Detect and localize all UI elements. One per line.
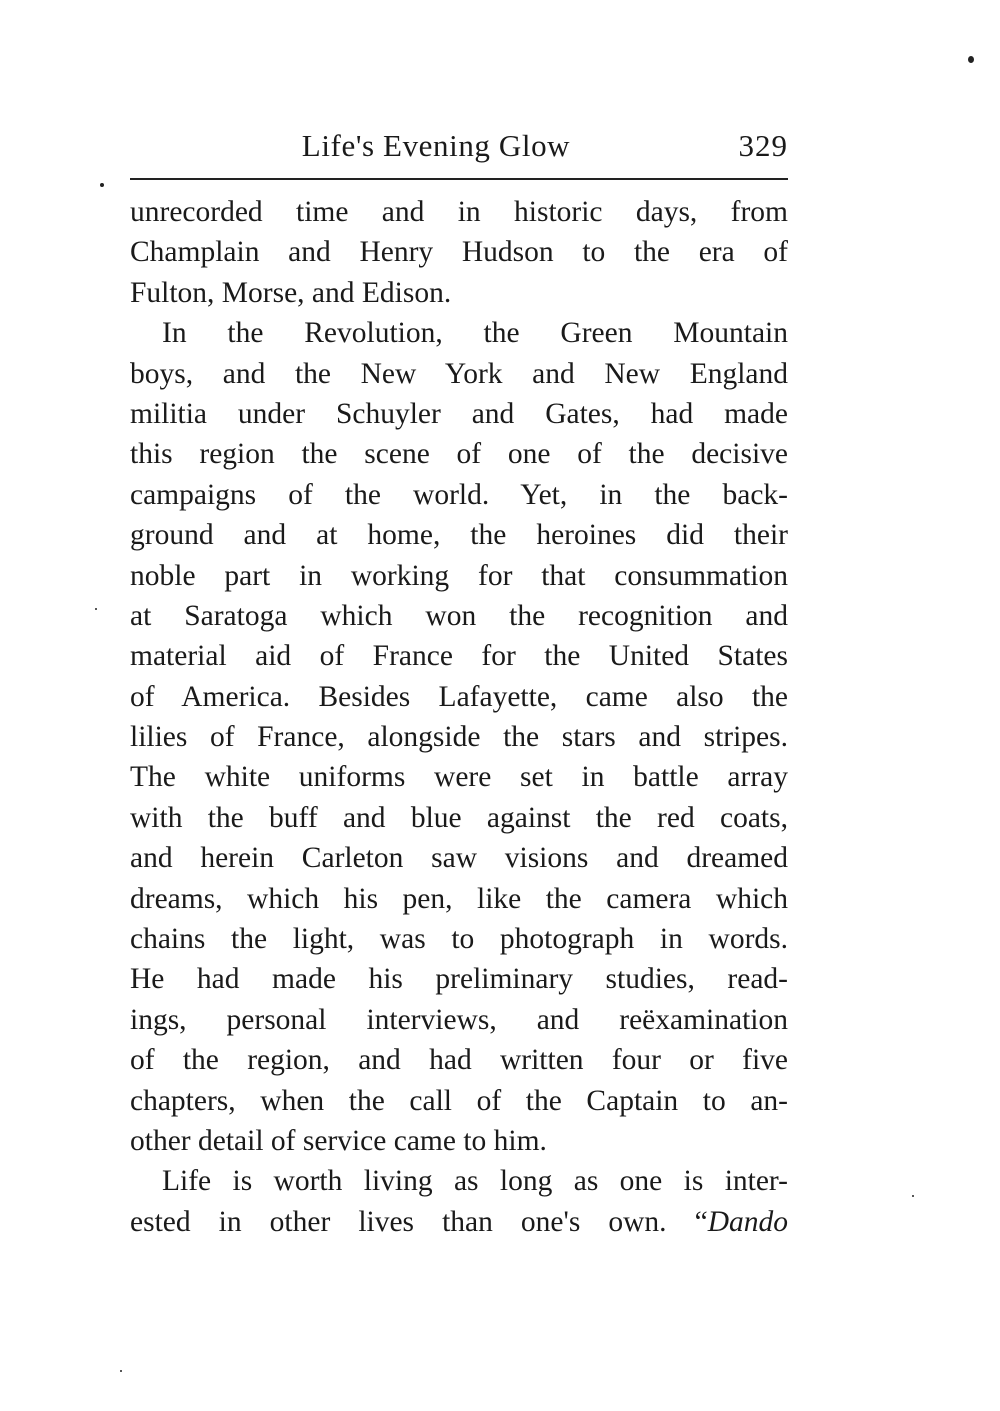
text-line: In the Revolution, the Green Mountain [162,317,788,350]
body-text [130,192,788,1242]
text-line: noble part in working for that consummation [130,559,788,592]
page-number: 329 [738,128,788,163]
text-line: at Saratoga which won the recognition and [130,599,788,632]
header-rule [130,178,788,180]
scan-speck [120,1370,122,1372]
text-line: unrecorded time and in historic days, from [130,196,788,228]
text-line: ground and at home, the heroines did their [130,519,788,552]
scan-speck [968,56,974,63]
scan-speck [100,183,104,187]
text-line: Fulton, Morse, and Edison. [130,276,452,309]
final-line-text: ested in other lives than one's own. [130,1205,695,1238]
text-line: material aid of France for the United States [130,640,788,673]
text-line: The white uniforms were set in battle array [130,761,788,794]
text-line: this region the scene of one of the decisive [130,438,788,471]
text-line: boys, and the New York and New England [130,357,788,390]
text-line: ings, personal interviews, and reëxamination [130,1003,788,1036]
text-line: militia under Schuyler and Gates, had made [130,397,788,430]
text-line-final [130,1202,788,1242]
text-line: of the region, and had written four or five [130,1044,788,1077]
scan-speck [95,608,97,610]
italic-word: Dando [707,1205,788,1238]
text-line: chapters, when the call of the Captain to an- [130,1084,788,1117]
text-line: dreams, which his pen, like the camera which [130,882,788,915]
text-line: with the buff and blue against the red coats, [130,801,788,834]
text-line: and herein Carleton saw visions and dreamed [130,842,788,875]
text-line: Champlain and Henry Hudson to the era of [130,236,788,269]
text-line: campaigns of the world. Yet, in the back- [130,478,788,511]
text-line: lilies of France, alongside the stars and stripes. [130,721,788,754]
running-title: Life's Evening Glow [301,128,571,163]
text-line: chains the light, was to photograph in words. [130,923,788,956]
running-head [130,122,788,170]
text-line: He had made his preliminary studies, read- [130,963,788,996]
text-line: of America. Besides Lafayette, came also the [130,680,788,713]
scan-speck [912,1195,914,1197]
text-line: other detail of service came to him. [130,1124,547,1157]
text-line: Life is worth living as long as one is inter- [162,1165,788,1198]
quote-mark: “ [694,1205,708,1238]
